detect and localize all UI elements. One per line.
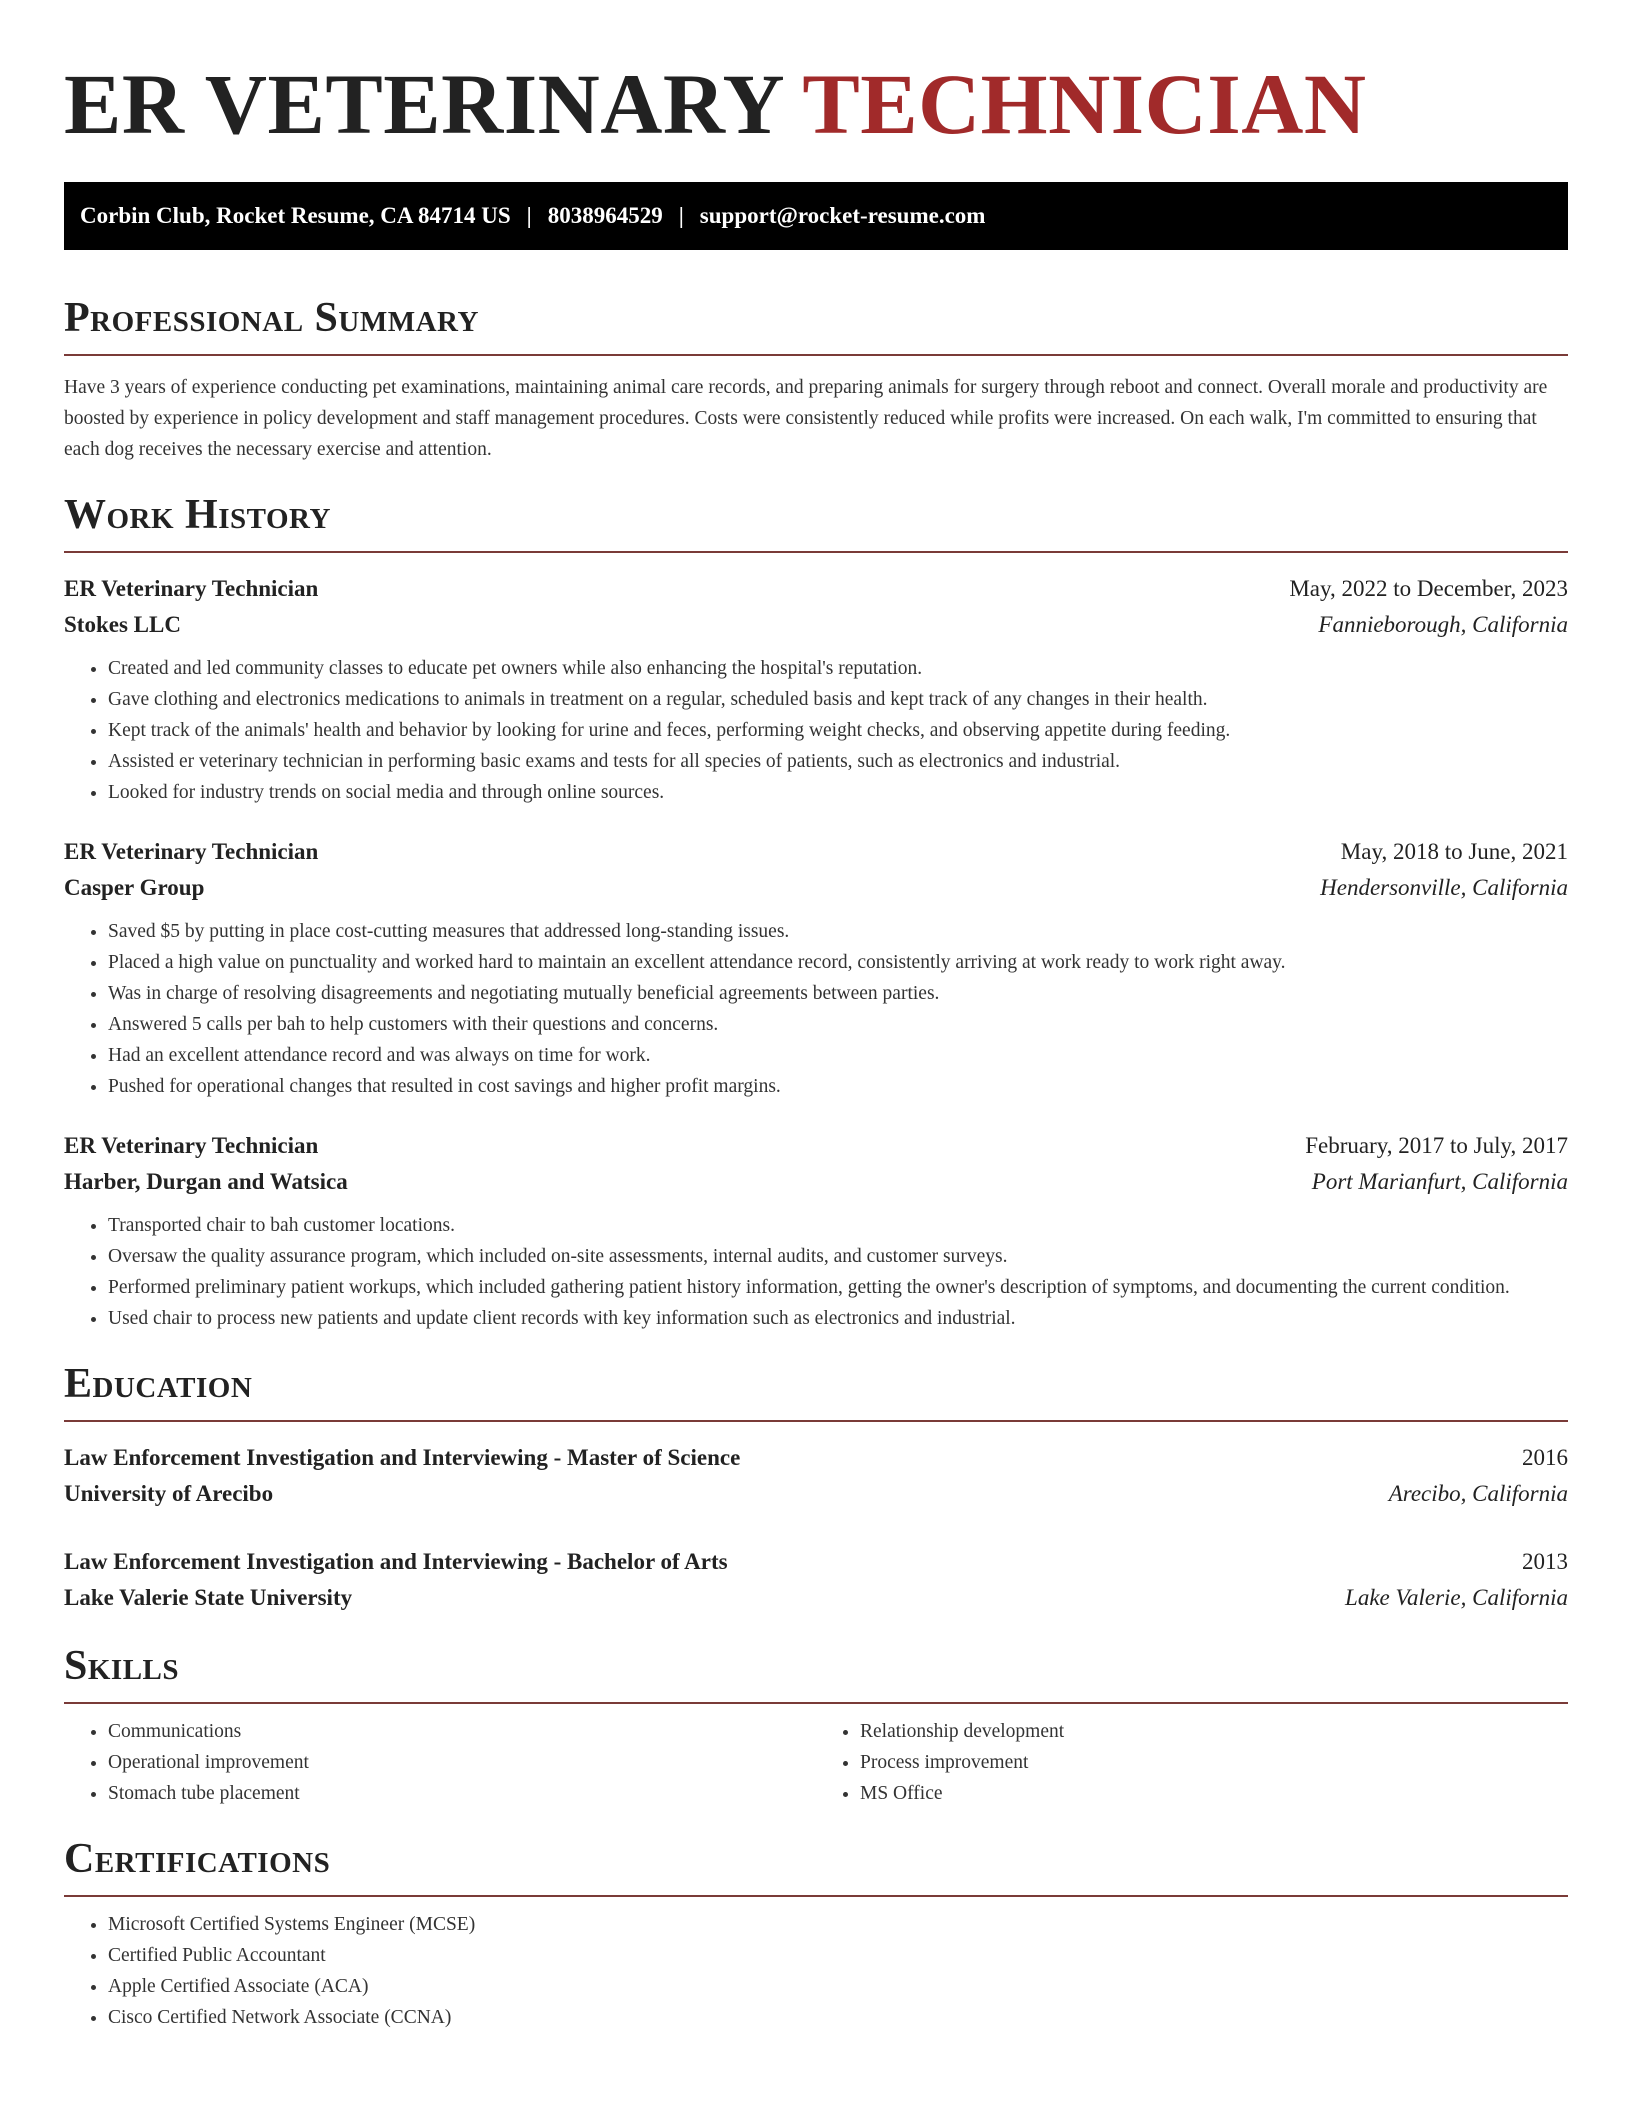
certifications-list xyxy=(64,1909,1568,2033)
education-school-row xyxy=(64,1476,1568,1512)
list-item: • Was in charge of resolving disagreements and negotiating mutually beneficial agreements between parties. xyxy=(108,978,1568,1009)
job-dates: May, 2018 to June, 2021 xyxy=(1340,839,1568,864)
education-entry xyxy=(64,1544,1568,1616)
list-item: • Answered 5 calls per bah to help customers with their questions and concerns. xyxy=(108,1009,1568,1040)
education-school: Lake Valerie State University xyxy=(64,1585,353,1610)
name-last: TECHNICIAN xyxy=(802,56,1367,152)
section-divider xyxy=(64,354,1568,356)
job-bullet-list xyxy=(64,916,1568,1102)
job-title: ER Veterinary Technician xyxy=(64,1133,319,1158)
list-item: • Apple Certified Associate (ACA) xyxy=(108,1971,1568,2002)
job-dates: February, 2017 to July, 2017 xyxy=(1305,1133,1568,1158)
contact-bar xyxy=(64,182,1568,250)
list-item: • Had an excellent attendance record and was always on time for work. xyxy=(108,1040,1568,1071)
education-location: Lake Valerie, California xyxy=(1345,1585,1568,1610)
contact-phone: 8038964529 xyxy=(547,203,663,228)
job-bullet-list xyxy=(64,653,1568,808)
skills-columns xyxy=(64,1716,1568,1809)
job-location: Port Marianfurt, California xyxy=(1311,1169,1568,1194)
list-item: • Stomach tube placement xyxy=(108,1778,816,1809)
certifications-section xyxy=(64,1835,1568,2033)
section-title-work-history: Work History xyxy=(64,492,331,538)
job-company: Casper Group xyxy=(64,875,205,900)
list-item: • Certified Public Accountant xyxy=(108,1940,1568,1971)
contact-separator: | xyxy=(526,203,532,228)
job-title: ER Veterinary Technician xyxy=(64,576,319,601)
job-header-row xyxy=(64,834,1568,870)
job-bullet-list xyxy=(64,1210,1568,1334)
education-degree-row xyxy=(64,1544,1568,1580)
summary-section xyxy=(64,294,1568,465)
education-degree: Law Enforcement Investigation and Interviewing - Master of Science xyxy=(64,1445,741,1470)
name-first: ER VETERINARY xyxy=(64,56,782,152)
resume-name xyxy=(64,0,1568,150)
job-location: Hendersonville, California xyxy=(1320,875,1568,900)
work-history-section xyxy=(64,491,1568,1334)
list-item: • Saved $5 by putting in place cost-cutting measures that addressed long-standing issues. xyxy=(108,916,1568,947)
summary-text: Have 3 years of experience conducting pet examinations, maintaining animal care records, and preparing animals for surgery through reboot and connect. Overall morale and productivity are boosted by experience in policy development and staff management procedures. Costs were consistently reduced while profits were increased. On each walk, I'm committed to ensuring that each dog receives the necessary exercise and attention. xyxy=(64,377,1548,460)
job-company-row xyxy=(64,870,1568,906)
contact-separator: | xyxy=(678,203,684,228)
list-item: • Microsoft Certified Systems Engineer (MCSE) xyxy=(108,1909,1568,1940)
education-degree: Law Enforcement Investigation and Interviewing - Bachelor of Arts xyxy=(64,1549,728,1574)
section-title-skills: Skills xyxy=(64,1643,180,1689)
education-location: Arecibo, California xyxy=(1388,1481,1568,1506)
list-item: • Performed preliminary patient workups, which included gathering patient history information, getting the owner's description of symptoms, and documenting the current condition. xyxy=(108,1272,1568,1303)
list-item: • Looked for industry trends on social media and through online sources. xyxy=(108,777,1568,808)
list-item: • Cisco Certified Network Associate (CCNA) xyxy=(108,2002,1568,2033)
section-divider xyxy=(64,1895,1568,1897)
job-company: Stokes LLC xyxy=(64,612,181,637)
list-item: • Created and led community classes to educate pet owners while also enhancing the hospital's reputation. xyxy=(108,653,1568,684)
list-item: • Relationship development xyxy=(860,1716,1568,1747)
list-item: • Operational improvement xyxy=(108,1747,816,1778)
job-header-row xyxy=(64,1128,1568,1164)
job-entry xyxy=(64,834,1568,1102)
education-school-row xyxy=(64,1580,1568,1616)
list-item: • Used chair to process new patients and update client records with key information such as electronics and industrial. xyxy=(108,1303,1568,1334)
job-entry xyxy=(64,1128,1568,1334)
list-item: • Assisted er veterinary technician in performing basic exams and tests for all species of patients, such as electronics and industrial. xyxy=(108,746,1568,777)
list-item: • Placed a high value on punctuality and worked hard to maintain an excellent attendance record, consistently arriving at work ready to work right away. xyxy=(108,947,1568,978)
job-company-row xyxy=(64,607,1568,643)
skills-section xyxy=(64,1642,1568,1809)
section-title-certifications: Certifications xyxy=(64,1836,331,1882)
list-item: • Kept track of the animals' health and behavior by looking for urine and feces, performing weight checks, and observing appetite during feeding. xyxy=(108,715,1568,746)
list-item: • MS Office xyxy=(860,1778,1568,1809)
list-item: • Oversaw the quality assurance program, which included on-site assessments, internal audits, and customer surveys. xyxy=(108,1241,1568,1272)
list-item: • Process improvement xyxy=(860,1747,1568,1778)
job-dates: May, 2022 to December, 2023 xyxy=(1289,576,1568,601)
job-company-row xyxy=(64,1164,1568,1200)
list-item: • Transported chair to bah customer locations. xyxy=(108,1210,1568,1241)
education-degree-row xyxy=(64,1440,1568,1476)
education-year: 2013 xyxy=(1522,1549,1568,1574)
education-school: University of Arecibo xyxy=(64,1481,274,1506)
education-entry xyxy=(64,1440,1568,1512)
job-location: Fannieborough, California xyxy=(1318,612,1568,637)
list-item: • Communications xyxy=(108,1716,816,1747)
education-year: 2016 xyxy=(1522,1445,1568,1470)
education-section xyxy=(64,1360,1568,1616)
list-item: • Gave clothing and electronics medications to animals in treatment on a regular, scheduled basis and kept track of any changes in their health. xyxy=(108,684,1568,715)
skills-list-right xyxy=(816,1716,1568,1809)
contact-address: Corbin Club, Rocket Resume, CA 84714 US xyxy=(80,203,511,228)
section-divider xyxy=(64,551,1568,553)
job-header-row xyxy=(64,571,1568,607)
job-entry xyxy=(64,571,1568,808)
skills-list-left xyxy=(64,1716,816,1809)
section-title-education: Education xyxy=(64,1361,253,1407)
section-divider xyxy=(64,1420,1568,1422)
job-company: Harber, Durgan and Watsica xyxy=(64,1169,348,1194)
contact-email: support@rocket-resume.com xyxy=(699,203,986,228)
list-item: • Pushed for operational changes that resulted in cost savings and higher profit margins. xyxy=(108,1071,1568,1102)
job-title: ER Veterinary Technician xyxy=(64,839,319,864)
section-divider xyxy=(64,1702,1568,1704)
section-title-summary: Professional Summary xyxy=(64,295,479,341)
